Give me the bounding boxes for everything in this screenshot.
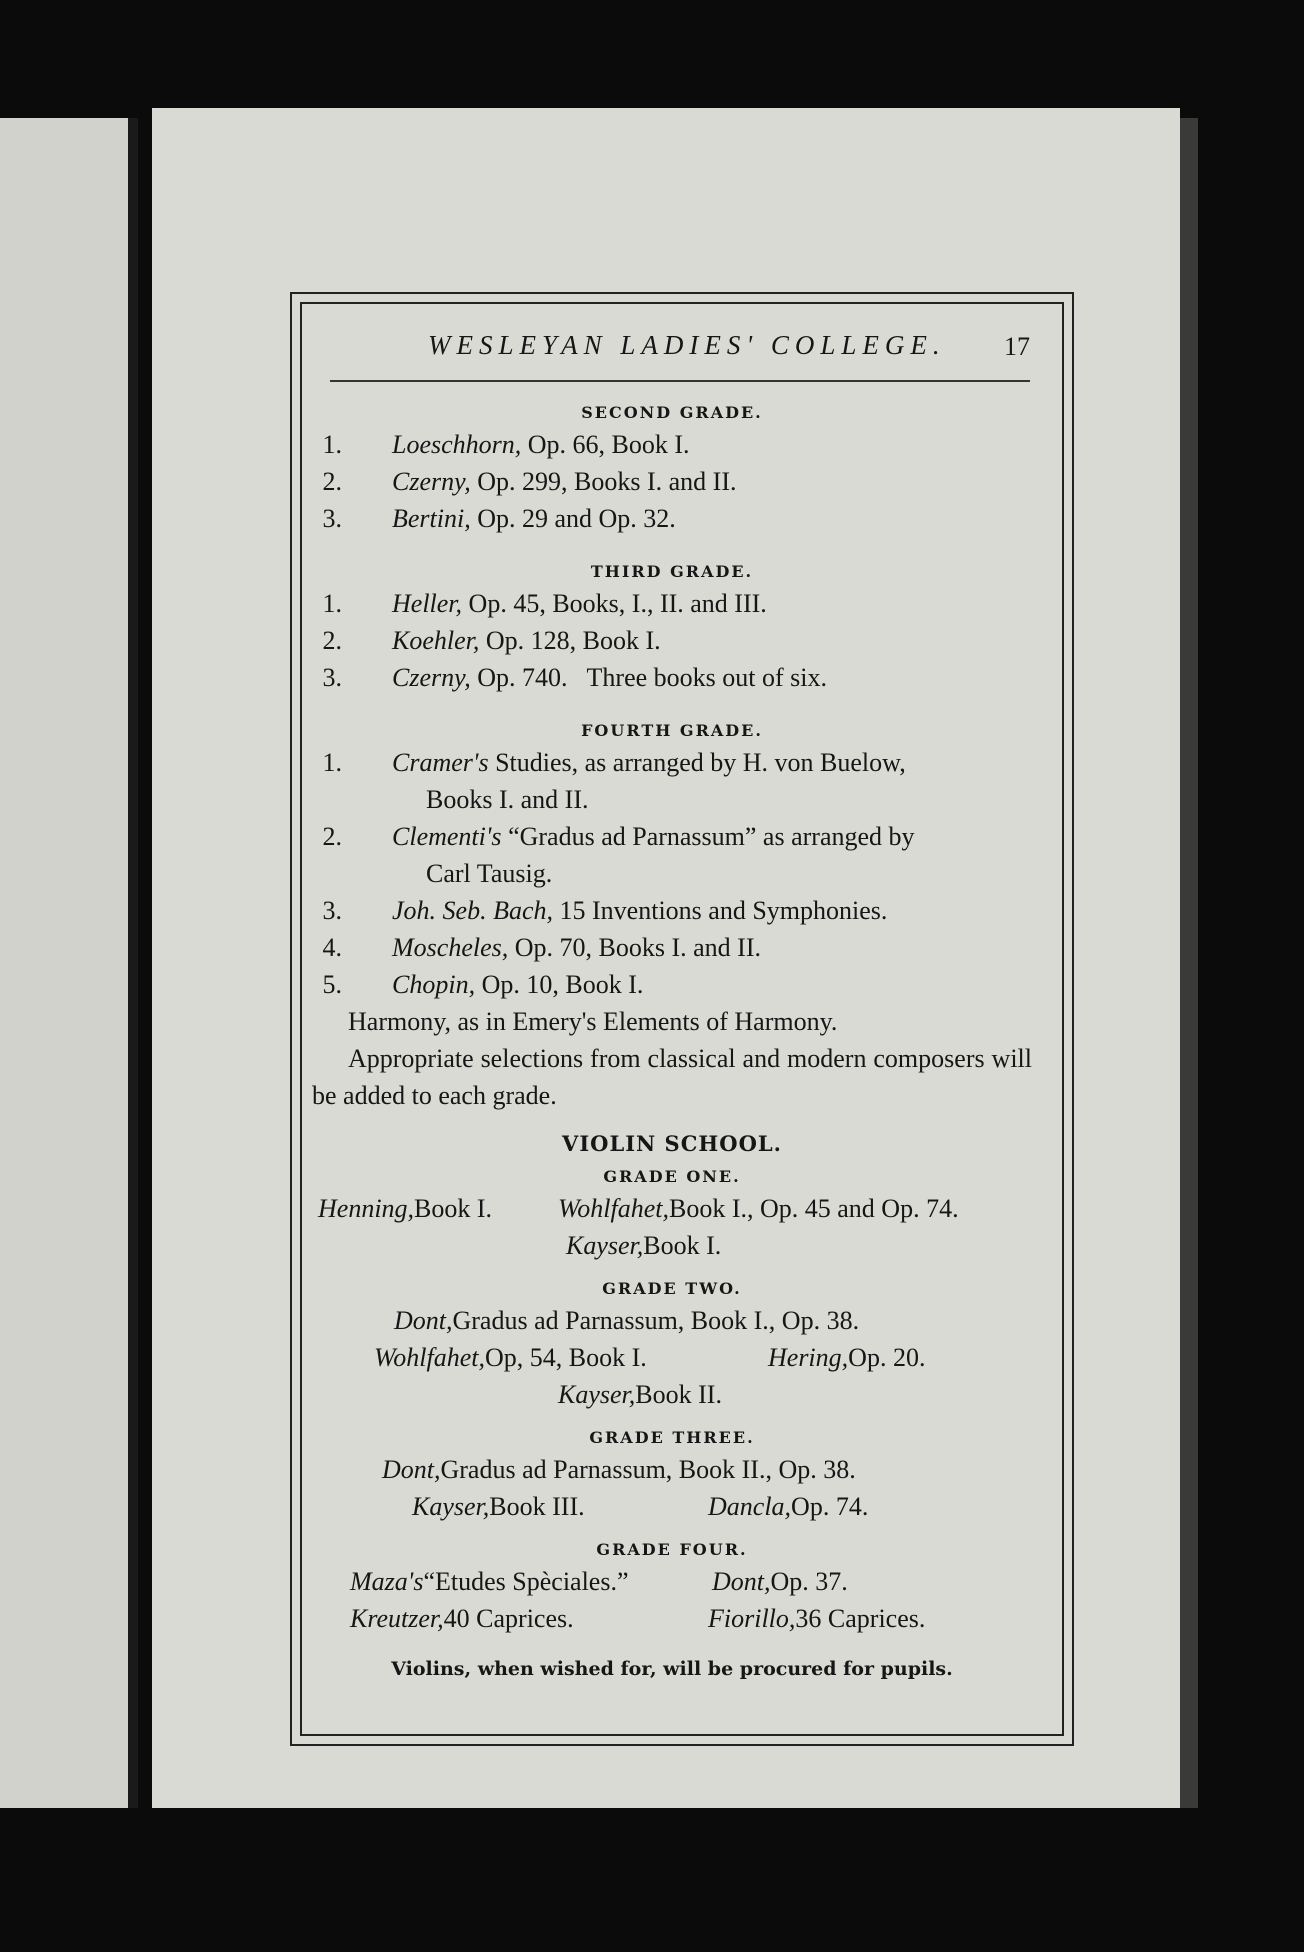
- fourth-grade-heading: FOURTH GRADE.: [581, 721, 763, 740]
- page-edge: [1180, 118, 1198, 1808]
- harmony-paragraph: Harmony, as in Emery's Elements of Harmony.: [348, 1007, 838, 1036]
- list-item: 2. Czerny, Op. 299, Books I. and II.: [322, 467, 737, 496]
- list-item: 2. Koehler, Op. 128, Book I.: [322, 626, 661, 655]
- violin-line: Wohlfahet, Op, 54, Book I. Hering, Op. 20.: [374, 1343, 926, 1372]
- violin-line: Maza's “Etudes Spèciales.” Dont, Op. 37.: [350, 1567, 848, 1596]
- list-item: 3. Joh. Seb. Bach, 15 Inventions and Symphonies.: [322, 896, 888, 925]
- page-content: [312, 400, 1032, 1688]
- closing-note: Violins, when wished for, will be procured for pupils.: [391, 1658, 953, 1680]
- list-item: 5. Chopin, Op. 10, Book I.: [322, 970, 644, 999]
- list-item: 1. Heller, Op. 45, Books, I., II. and III.: [322, 589, 767, 618]
- second-grade-heading: SECOND GRADE.: [581, 403, 763, 422]
- grade-two-heading: GRADE TWO.: [602, 1279, 742, 1298]
- list-item-continuation: Books I. and II.: [426, 785, 589, 814]
- list-item: 1. Loeschhorn, Op. 66, Book I.: [322, 430, 690, 459]
- list-item: 4. Moscheles, Op. 70, Books I. and II.: [322, 933, 762, 962]
- grade-four-heading: GRADE FOUR.: [596, 1540, 748, 1559]
- list-item-continuation: Carl Tausig.: [426, 859, 553, 888]
- running-title: WESLEYAN LADIES' COLLEGE.: [428, 330, 946, 360]
- violin-line: Dont, Gradus ad Parnassum, Book II., Op. 38.: [382, 1455, 856, 1484]
- violin-school-heading: VIOLIN SCHOOL.: [562, 1131, 782, 1156]
- list-item: 1. Cramer's Studies, as arranged by H. von Buelow, Books I. and II.: [312, 744, 1032, 818]
- selections-paragraph: Appropriate selections from classical and modern composers will be added to each grade.: [312, 1044, 1032, 1110]
- violin-line: Henning, Book I. Wohlfahet, Book I., Op. 45 and Op. 74.: [318, 1194, 959, 1223]
- violin-line: Kayser, Book II.: [558, 1380, 722, 1409]
- grade-one-heading: GRADE ONE.: [603, 1167, 741, 1186]
- header-rule: [330, 380, 1030, 382]
- running-head: [330, 330, 1030, 378]
- list-item: 3. Czerny, Op. 740. Three books out of six.: [322, 663, 828, 692]
- list-item: 3. Bertini, Op. 29 and Op. 32.: [322, 504, 676, 533]
- violin-line: Dont, Gradus ad Parnassum, Book I., Op. 38.: [394, 1306, 860, 1335]
- violin-line: Kayser, Book I.: [566, 1231, 722, 1260]
- third-grade-heading: THIRD GRADE.: [590, 562, 754, 581]
- list-item: 2. Clementi's “Gradus ad Parnassum” as arranged by Carl Tausig.: [312, 818, 1032, 892]
- violin-line: Kayser, Book III. Dancla, Op. 74.: [412, 1492, 869, 1521]
- adjacent-page-edge: [0, 118, 138, 1808]
- grade-three-heading: GRADE THREE.: [589, 1428, 755, 1447]
- page-number: 17: [1004, 332, 1030, 361]
- violin-line: Kreutzer, 40 Caprices. Fiorillo, 36 Caprices.: [350, 1604, 926, 1633]
